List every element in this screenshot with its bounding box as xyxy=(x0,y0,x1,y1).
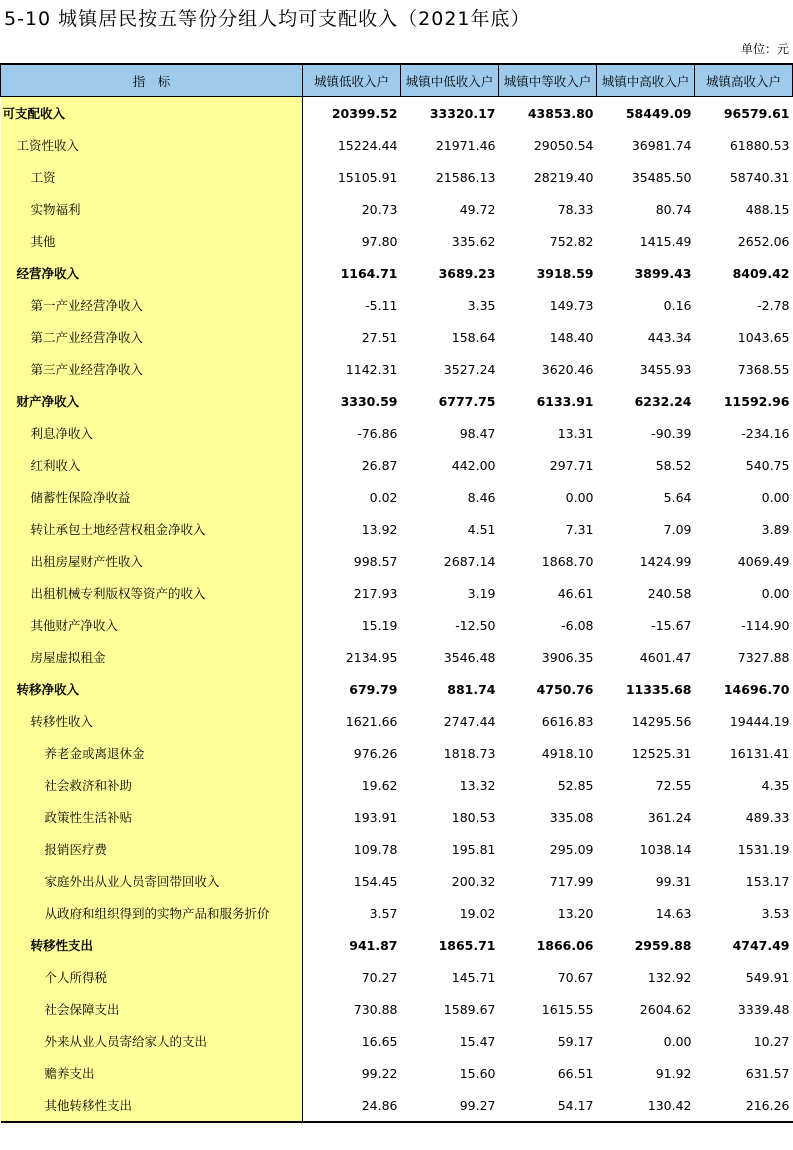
cell-value: 99.27 xyxy=(401,1089,499,1122)
row-label: 房屋虚拟租金 xyxy=(1,641,303,673)
cell-value: -5.11 xyxy=(365,297,398,313)
cell-value: 297.71 xyxy=(549,457,594,473)
cell-value: 58449.09 xyxy=(625,105,692,121)
cell-value: 1531.19 xyxy=(737,841,790,857)
cell-value: 2604.62 xyxy=(639,1001,692,1017)
cell-value: -76.86 xyxy=(357,425,398,441)
row-label: 从政府和组织得到的实物产品和服务折价 xyxy=(1,897,303,929)
header-middle-income: 城镇中等收入户 xyxy=(499,64,597,97)
cell-value: 99.31 xyxy=(655,873,692,889)
row-label: 其他财产净收入 xyxy=(1,609,303,641)
table-row xyxy=(1,1057,793,1089)
row-label: 社会救济和补助 xyxy=(1,769,303,801)
cell-value: 4747.49 xyxy=(732,937,790,953)
table-row xyxy=(1,193,793,225)
cell-value: 193.91 xyxy=(353,809,398,825)
cell-value: 3689.23 xyxy=(438,265,496,281)
cell-value: 98.47 xyxy=(459,425,496,441)
cell-value: 15224.44 xyxy=(337,137,398,153)
cell-value: 11592.96 xyxy=(723,393,790,409)
row-label: 可支配收入 xyxy=(1,97,303,130)
cell-value: 180.53 xyxy=(451,809,496,825)
cell-value: 631.57 xyxy=(745,1065,790,1081)
cell-value: 3330.59 xyxy=(340,393,398,409)
cell-value: 109.78 xyxy=(353,841,398,857)
header-lower-middle-income: 城镇中低收入户 xyxy=(401,64,499,97)
cell-value: 13.31 xyxy=(557,425,594,441)
row-label: 工资 xyxy=(1,161,303,193)
cell-value: 2747.44 xyxy=(443,713,496,729)
table-row xyxy=(1,481,793,513)
cell-value: 3620.46 xyxy=(541,361,594,377)
cell-value: 295.09 xyxy=(549,841,594,857)
table-row xyxy=(1,449,793,481)
cell-value: 21971.46 xyxy=(435,137,496,153)
cell-value: 153.17 xyxy=(745,873,790,889)
header-indicator: 指 标 xyxy=(1,64,303,97)
table-row xyxy=(1,609,793,641)
cell-value: 3918.59 xyxy=(536,265,594,281)
cell-value: 97.80 xyxy=(361,233,398,249)
unit-label: 单位：元 xyxy=(740,42,789,56)
cell-value: 730.88 xyxy=(353,1001,398,1017)
cell-value: -2.78 xyxy=(757,297,790,313)
cell-value: 58.52 xyxy=(655,457,692,473)
cell-value: 0.00 xyxy=(761,585,790,601)
cell-value: 549.91 xyxy=(745,969,790,985)
table-row xyxy=(1,993,793,1025)
cell-value: -90.39 xyxy=(651,425,692,441)
cell-value: 6232.24 xyxy=(634,393,692,409)
cell-value: 13.20 xyxy=(557,905,594,921)
cell-value: 216.26 xyxy=(695,1089,793,1122)
cell-value: 148.40 xyxy=(549,329,594,345)
cell-value: 4918.10 xyxy=(541,745,594,761)
cell-value: 7327.88 xyxy=(737,649,790,665)
cell-value: 2134.95 xyxy=(345,649,398,665)
cell-value: 941.87 xyxy=(349,937,398,953)
cell-value: 96579.61 xyxy=(723,105,790,121)
cell-value: 52.85 xyxy=(557,777,594,793)
cell-value: 21586.13 xyxy=(435,169,496,185)
cell-value: 10.27 xyxy=(753,1033,790,1049)
cell-value: 3.35 xyxy=(467,297,496,313)
table-row xyxy=(1,97,793,130)
cell-value: 27.51 xyxy=(361,329,398,345)
header-row xyxy=(1,64,793,97)
cell-value: 8409.42 xyxy=(732,265,790,281)
cell-value: 3.19 xyxy=(467,585,496,601)
table-row xyxy=(1,961,793,993)
cell-value: 752.82 xyxy=(549,233,594,249)
table-row xyxy=(1,225,793,257)
cell-value: 1142.31 xyxy=(345,361,398,377)
cell-value: 16.65 xyxy=(361,1033,398,1049)
table-row xyxy=(1,769,793,801)
cell-value: 145.71 xyxy=(451,969,496,985)
cell-value: 158.64 xyxy=(451,329,496,345)
table-row xyxy=(1,161,793,193)
table-row xyxy=(1,129,793,161)
cell-value: 3339.48 xyxy=(737,1001,790,1017)
cell-value: 80.74 xyxy=(655,201,692,217)
row-label: 社会保障支出 xyxy=(1,993,303,1025)
row-label: 外来从业人员寄给家人的支出 xyxy=(1,1025,303,1057)
cell-value: 488.15 xyxy=(745,201,790,217)
cell-value: 1164.71 xyxy=(340,265,398,281)
cell-value: 72.55 xyxy=(655,777,692,793)
cell-value: 1621.66 xyxy=(345,713,398,729)
row-label: 利息净收入 xyxy=(1,417,303,449)
cell-value: 976.26 xyxy=(353,745,398,761)
cell-value: -15.67 xyxy=(651,617,692,633)
row-label: 第一产业经营净收入 xyxy=(1,289,303,321)
cell-value: 489.33 xyxy=(745,809,790,825)
cell-value: 717.99 xyxy=(549,873,594,889)
cell-value: 1043.65 xyxy=(737,329,790,345)
cell-value: -234.16 xyxy=(741,425,790,441)
row-label: 赡养支出 xyxy=(1,1057,303,1089)
cell-value: 6133.91 xyxy=(536,393,594,409)
cell-value: 1038.14 xyxy=(639,841,692,857)
row-label: 工资性收入 xyxy=(1,129,303,161)
table-row xyxy=(1,897,793,929)
cell-value: 881.74 xyxy=(447,681,496,697)
cell-value: 1415.49 xyxy=(639,233,692,249)
cell-value: 0.16 xyxy=(663,297,692,313)
table-row xyxy=(1,1089,793,1122)
table-row xyxy=(1,705,793,737)
cell-value: 3.53 xyxy=(761,905,790,921)
cell-value: 3527.24 xyxy=(443,361,496,377)
row-label: 出租机械专利版权等资产的收入 xyxy=(1,577,303,609)
cell-value: 4750.76 xyxy=(536,681,594,697)
row-label: 其他 xyxy=(1,225,303,257)
cell-value: 6777.75 xyxy=(438,393,496,409)
income-table xyxy=(0,63,793,1123)
cell-value: 335.62 xyxy=(451,233,496,249)
table-row xyxy=(1,353,793,385)
table-row xyxy=(1,545,793,577)
cell-value: 3455.93 xyxy=(639,361,692,377)
cell-value: 0.00 xyxy=(565,489,594,505)
cell-value: 6616.83 xyxy=(541,713,594,729)
cell-value: 33320.17 xyxy=(429,105,496,121)
cell-value: 3.57 xyxy=(369,905,398,921)
cell-value: 35485.50 xyxy=(631,169,692,185)
cell-value: 1615.55 xyxy=(541,1001,594,1017)
table-row xyxy=(1,513,793,545)
cell-value: 20399.52 xyxy=(331,105,398,121)
table-row xyxy=(1,257,793,289)
row-label: 转移性支出 xyxy=(1,929,303,961)
row-label: 家庭外出从业人员寄回带回收入 xyxy=(1,865,303,897)
cell-value: 19.62 xyxy=(361,777,398,793)
cell-value: 0.00 xyxy=(663,1033,692,1049)
cell-value: 46.61 xyxy=(557,585,594,601)
cell-value: 2652.06 xyxy=(737,233,790,249)
cell-value: 132.92 xyxy=(647,969,692,985)
cell-value: 0.02 xyxy=(369,489,398,505)
cell-value: 11335.68 xyxy=(625,681,692,697)
cell-value: 13.92 xyxy=(361,521,398,537)
table-row xyxy=(1,929,793,961)
cell-value: 26.87 xyxy=(361,457,398,473)
table-row xyxy=(1,1025,793,1057)
cell-value: 15105.91 xyxy=(337,169,398,185)
cell-value: 4.51 xyxy=(467,521,496,537)
cell-value: 91.92 xyxy=(655,1065,692,1081)
cell-value: 442.00 xyxy=(451,457,496,473)
cell-value: 8.46 xyxy=(467,489,496,505)
cell-value: 54.17 xyxy=(499,1089,597,1122)
cell-value: 15.47 xyxy=(459,1033,496,1049)
cell-value: 99.22 xyxy=(361,1065,398,1081)
cell-value: 130.42 xyxy=(597,1089,695,1122)
row-label: 储蓄性保险净收益 xyxy=(1,481,303,513)
row-label: 报销医疗费 xyxy=(1,833,303,865)
cell-value: 200.32 xyxy=(451,873,496,889)
cell-value: 240.58 xyxy=(647,585,692,601)
cell-value: 4601.47 xyxy=(639,649,692,665)
cell-value: 13.32 xyxy=(459,777,496,793)
cell-value: 14696.70 xyxy=(723,681,790,697)
cell-value: 335.08 xyxy=(549,809,594,825)
cell-value: 1868.70 xyxy=(541,553,594,569)
table-row xyxy=(1,289,793,321)
cell-value: 443.34 xyxy=(647,329,692,345)
row-label: 红利收入 xyxy=(1,449,303,481)
header-high-income: 城镇高收入户 xyxy=(695,64,793,97)
cell-value: -6.08 xyxy=(561,617,594,633)
row-label: 转移净收入 xyxy=(1,673,303,705)
cell-value: 59.17 xyxy=(557,1033,594,1049)
cell-value: 7.31 xyxy=(565,521,594,537)
cell-value: 4.35 xyxy=(761,777,790,793)
table-row xyxy=(1,577,793,609)
cell-value: 998.57 xyxy=(353,553,398,569)
table-row xyxy=(1,737,793,769)
cell-value: -114.90 xyxy=(741,617,790,633)
cell-value: 0.00 xyxy=(761,489,790,505)
cell-value: 14295.56 xyxy=(631,713,692,729)
cell-value: 16131.41 xyxy=(729,745,790,761)
cell-value: 36981.74 xyxy=(631,137,692,153)
cell-value: 3546.48 xyxy=(443,649,496,665)
row-label: 转移性收入 xyxy=(1,705,303,737)
table-row xyxy=(1,833,793,865)
cell-value: 1865.71 xyxy=(438,937,496,953)
cell-value: 61880.53 xyxy=(729,137,790,153)
cell-value: 1866.06 xyxy=(536,937,594,953)
cell-value: 3.89 xyxy=(761,521,790,537)
cell-value: 3906.35 xyxy=(541,649,594,665)
cell-value: -12.50 xyxy=(455,617,496,633)
row-label: 第二产业经营净收入 xyxy=(1,321,303,353)
cell-value: 149.73 xyxy=(549,297,594,313)
cell-value: 195.81 xyxy=(451,841,496,857)
cell-value: 361.24 xyxy=(647,809,692,825)
row-label: 转让承包土地经营权租金净收入 xyxy=(1,513,303,545)
cell-value: 1424.99 xyxy=(639,553,692,569)
cell-value: 540.75 xyxy=(745,457,790,473)
row-label: 其他转移性支出 xyxy=(1,1089,303,1122)
row-label: 财产净收入 xyxy=(1,385,303,417)
cell-value: 7.09 xyxy=(663,521,692,537)
header-upper-middle-income: 城镇中高收入户 xyxy=(597,64,695,97)
cell-value: 5.64 xyxy=(663,489,692,505)
cell-value: 49.72 xyxy=(459,201,496,217)
table-row xyxy=(1,321,793,353)
row-label: 第三产业经营净收入 xyxy=(1,353,303,385)
cell-value: 24.86 xyxy=(303,1089,401,1122)
cell-value: 20.73 xyxy=(361,201,398,217)
cell-value: 58740.31 xyxy=(729,169,790,185)
cell-value: 43853.80 xyxy=(527,105,594,121)
cell-value: 12525.31 xyxy=(631,745,692,761)
table-row xyxy=(1,865,793,897)
cell-value: 19444.19 xyxy=(729,713,790,729)
cell-value: 217.93 xyxy=(353,585,398,601)
cell-value: 70.67 xyxy=(557,969,594,985)
row-label: 经营净收入 xyxy=(1,257,303,289)
table-row xyxy=(1,641,793,673)
cell-value: 28219.40 xyxy=(533,169,594,185)
row-label: 养老金或离退休金 xyxy=(1,737,303,769)
table-row xyxy=(1,801,793,833)
row-label: 出租房屋财产性收入 xyxy=(1,545,303,577)
cell-value: 70.27 xyxy=(361,969,398,985)
cell-value: 3899.43 xyxy=(634,265,692,281)
page-title: 5-10 城镇居民按五等份分组人均可支配收入（2021年底） xyxy=(4,8,531,30)
table-row xyxy=(1,673,793,705)
cell-value: 4069.49 xyxy=(737,553,790,569)
cell-value: 7368.55 xyxy=(737,361,790,377)
cell-value: 29050.54 xyxy=(533,137,594,153)
table-row xyxy=(1,417,793,449)
row-label: 实物福利 xyxy=(1,193,303,225)
row-label: 政策性生活补贴 xyxy=(1,801,303,833)
cell-value: 78.33 xyxy=(557,201,594,217)
header-low-income: 城镇低收入户 xyxy=(303,64,401,97)
cell-value: 154.45 xyxy=(353,873,398,889)
cell-value: 2687.14 xyxy=(443,553,496,569)
cell-value: 19.02 xyxy=(459,905,496,921)
cell-value: 15.60 xyxy=(459,1065,496,1081)
cell-value: 15.19 xyxy=(361,617,398,633)
cell-value: 66.51 xyxy=(557,1065,594,1081)
cell-value: 14.63 xyxy=(655,905,692,921)
row-label: 个人所得税 xyxy=(1,961,303,993)
cell-value: 1818.73 xyxy=(443,745,496,761)
table-row xyxy=(1,385,793,417)
cell-value: 679.79 xyxy=(349,681,398,697)
cell-value: 1589.67 xyxy=(443,1001,496,1017)
cell-value: 2959.88 xyxy=(634,937,692,953)
